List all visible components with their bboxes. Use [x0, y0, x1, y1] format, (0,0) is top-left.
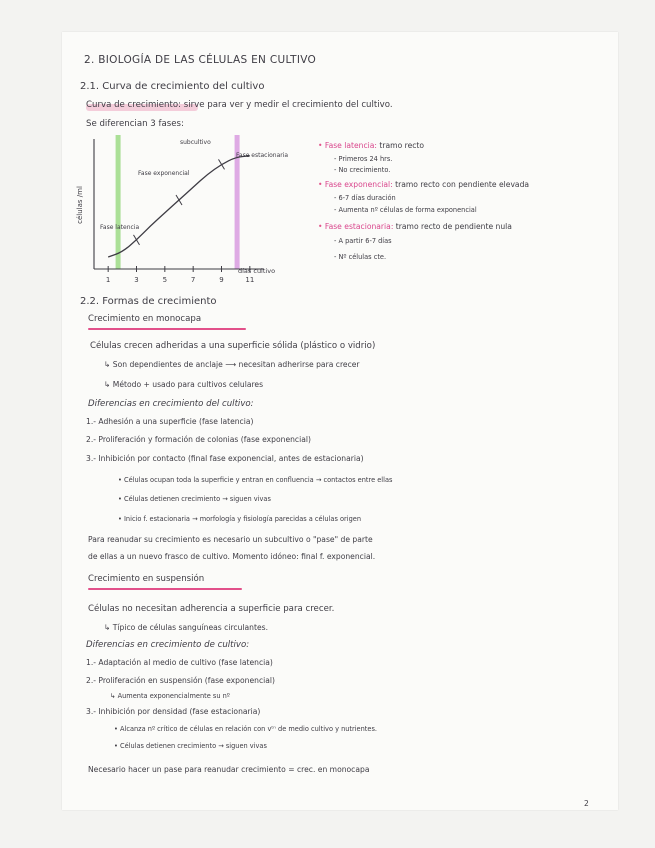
x-tick-label: 11 — [245, 276, 255, 284]
phase-exponential-desc: tramo recto con pendiente elevada — [395, 180, 530, 189]
definition-line — [86, 101, 393, 110]
monolayer-diff-1: 1.- Adhesión a una superficie (fase latencia) — [86, 417, 254, 426]
phase-latency-desc: tramo recto — [379, 141, 425, 150]
definition-term: Curva de crecimiento: — [86, 100, 182, 110]
annotation-exponential: Fase exponencial — [138, 170, 190, 177]
phases-intro: Se diferencian 3 fases: — [86, 119, 184, 129]
section-title: 2. BIOLOGÍA DE LAS CÉLULAS EN CULTIVO — [84, 54, 317, 66]
suspension-diff-2: 2.- Proliferación en suspensión (fase exponencial) — [86, 676, 275, 685]
monolayer-underline — [88, 328, 246, 330]
monolayer-diff-3: 3.- Inhibición por contacto (final fase exponencial, antes de estacionaria) — [86, 454, 364, 463]
curve-tick — [134, 235, 140, 245]
growth-curve-chart — [68, 133, 290, 291]
x-tick-label: 5 — [162, 276, 168, 284]
y-axis-label: células /ml — [76, 186, 84, 224]
x-tick-label: 3 — [134, 276, 139, 284]
suspension-bullet-2: • Células detienen crecimiento → siguen vivas — [114, 742, 267, 750]
monolayer-line-1: Células crecen adheridas a una superficie sólida (plástico o vidrio) — [90, 341, 376, 351]
phase-latency-item: - No crecimiento. — [334, 166, 391, 174]
phase-exponential-item: - 6-7 días duración — [334, 194, 396, 202]
monolayer-para-2: de ellas a un nuevo frasco de cultivo. Momento idóneo: final f. exponencial. — [88, 552, 376, 561]
x-tick-label: 7 — [190, 276, 196, 284]
phase-latency-term: Fase latencia: — [324, 141, 377, 150]
curve-tick — [219, 159, 225, 169]
monolayer-line-3: ↳ Método + usado para cultivos celulares — [104, 380, 264, 389]
bullet-icon: • — [318, 222, 323, 231]
phase-latency-item: - Primeros 24 hrs. — [334, 155, 393, 163]
x-axis-label: días cultivo — [238, 267, 276, 275]
phase-stationary-term: Fase estacionaria: — [324, 222, 394, 231]
bullet-icon: • — [318, 180, 323, 189]
subsection-title-2-1: 2.1. Curva de crecimiento del cultivo — [80, 81, 265, 92]
monolayer-para-1: Para reanudar su crecimiento es necesario un subcultivo o "pase" de parte — [88, 535, 373, 544]
monolayer-bullet-3: • Inicio f. estacionaria → morfología y fisiología parecidas a células origen — [118, 515, 362, 523]
monolayer-title: Crecimiento en monocapa — [88, 314, 202, 324]
subsection-title-2-2: 2.2. Formas de crecimiento — [80, 296, 217, 307]
suspension-diff-title: Diferencias en crecimiento de cultivo: — [86, 640, 250, 650]
curve-tick — [176, 195, 182, 205]
suspension-underline — [88, 588, 242, 590]
definition-text: sirve para ver y medir el crecimiento del cultivo. — [183, 100, 393, 110]
annotation-subculture: subcultivo — [180, 139, 211, 146]
x-tick-label: 9 — [219, 276, 224, 284]
phase-latency-line — [318, 142, 424, 150]
suspension-diff-3: 3.- Inhibición por densidad (fase estacionaria) — [86, 707, 261, 716]
phase-exponential-item: - Aumenta nº células de forma exponencial — [334, 206, 477, 214]
monolayer-bullet-2: • Células detienen crecimiento → siguen vivas — [118, 495, 271, 503]
phase-stationary-item: - A partir 6-7 días — [334, 237, 392, 245]
phase-stationary-line — [318, 223, 512, 231]
annotation-stationary: Fase estacionaria — [236, 152, 289, 159]
monolayer-bullet-1: • Células ocupan toda la superficie y entran en confluencia → contactos entre ellas — [118, 476, 393, 484]
x-tick-label: 1 — [105, 276, 111, 284]
page-number: 2 — [584, 799, 589, 808]
suspension-diff-1: 1.- Adaptación al medio de cultivo (fase latencia) — [86, 658, 273, 667]
suspension-line-2: ↳ Típico de células sanguíneas circulantes. — [104, 623, 268, 632]
monolayer-line-2: ↳ Son dependientes de anclaje ⟶ necesitan adherirse para crecer — [104, 360, 360, 369]
suspension-final-note: Necesario hacer un pase para reanudar crecimiento = crec. en monocapa — [88, 765, 370, 774]
latency-band — [116, 135, 121, 269]
monolayer-diff-title: Diferencias en crecimiento del cultivo: — [88, 399, 254, 409]
phase-stationary-desc: tramo recto de pendiente nula — [395, 222, 512, 231]
phase-stationary-item: - Nº células cte. — [334, 253, 387, 261]
suspension-bullet-1: • Alcanza nº crítico de células en relación con vᵗⁿ de medio cultivo y nutrientes. — [114, 725, 377, 733]
annotation-latency: Fase latencia — [100, 224, 140, 231]
suspension-line-1: Células no necesitan adherencia a superficie para crecer. — [88, 604, 335, 614]
monolayer-diff-2: 2.- Proliferación y formación de colonias (fase exponencial) — [86, 435, 311, 444]
bullet-icon: • — [318, 141, 323, 150]
phase-exponential-line — [318, 181, 529, 189]
suspension-diff-2b: ↳ Aumenta exponencialmente su nº — [110, 692, 230, 700]
phase-exponential-term: Fase exponencial: — [324, 180, 393, 189]
suspension-title: Crecimiento en suspensión — [88, 574, 205, 584]
